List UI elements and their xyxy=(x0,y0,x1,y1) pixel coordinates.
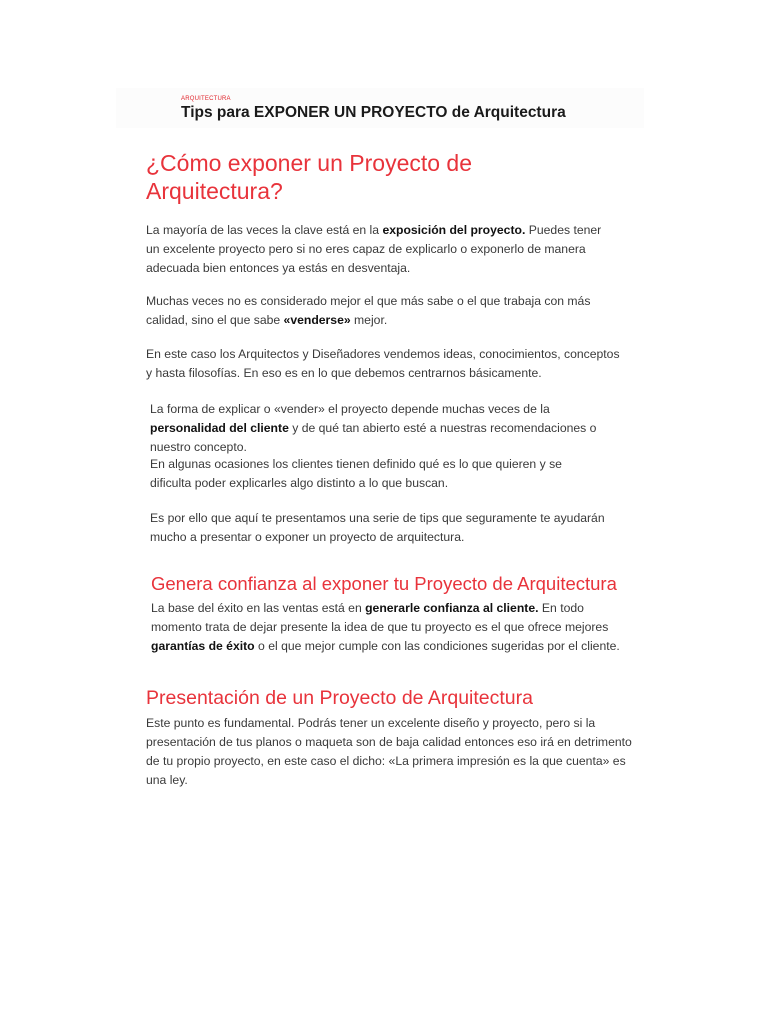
paragraph-2-bold: «venderse» xyxy=(283,313,351,327)
paragraph-5: En algunas ocasiones los clientes tienen definido qué es lo que quieren y se dificulta poder explicarles algo distinto a lo que buscan. xyxy=(150,457,562,490)
paragraph-4-text-end: y de qué tan abierto esté a nuestras recomendaciones o nuestro concepto. xyxy=(150,421,597,454)
section-1-text: La base del éxito en las ventas está en xyxy=(151,601,366,615)
paragraph-3: En este caso los Arquitectos y Diseñadores vendemos ideas, conocimientos, conceptos y hasta filosofías. En eso es en lo que debemos centrarnos básicamente. xyxy=(146,347,620,380)
category-label[interactable]: ARQUITECTURA xyxy=(181,96,231,102)
section-1-bold-2: garantías de éxito xyxy=(151,639,255,653)
section-2-paragraph: Este punto es fundamental. Podrás tener un excelente diseño y proyecto, pero si la presentación de tus planos o maqueta son de baja calidad entonces eso irá en detrimento de tu propio proyecto, en este caso el dicho: «La primera impresión es la que cuenta» es una ley. xyxy=(146,716,632,787)
section-1-text-end: o el que mejor cumple con las condiciones sugeridas por el cliente. xyxy=(254,639,620,653)
banner-title: Tips para EXPONER UN PROYECTO de Arquitectura xyxy=(181,104,566,121)
paragraph-1-bold: exposición del proyecto. xyxy=(382,223,526,237)
section-1-bold: generarle confianza al cliente. xyxy=(365,601,539,615)
paragraph-4-bold: personalidad del cliente xyxy=(150,421,289,435)
article-heading: ¿Cómo exponer un Proyecto de Arquitectura? xyxy=(146,150,473,204)
paragraph-1-text: La mayoría de las veces la clave está en la xyxy=(146,223,383,237)
paragraph-1 xyxy=(146,221,616,278)
paragraph-4-text: La forma de explicar o «vender» el proyecto depende muchas veces de la xyxy=(150,402,550,416)
section-1-heading: Genera confianza al exponer tu Proyecto de Arquitectura xyxy=(151,573,617,594)
section-1-text-mid: En todo momento trata de dejar presente la idea de que tu proyecto es el que ofrece mejores xyxy=(151,601,609,634)
paragraph-2-text: Muchas veces no es considerado mejor el que más sabe o el que trabaja con más calidad, sino el que sabe xyxy=(146,294,591,327)
paragraph-4 xyxy=(150,400,625,457)
section-1-paragraph xyxy=(151,599,621,656)
paragraph-2-text-end: mejor. xyxy=(350,313,388,327)
paragraph-1-text-end: Puedes tener un excelente proyecto pero si no eres capaz de explicarlo o exponerlo de manera adecuada bien entonces ya estás en desventaja. xyxy=(146,223,602,275)
paragraph-6: Es por ello que aquí te presentamos una serie de tips que seguramente te ayudarán mucho a presentar o exponer un proyecto de arquitectura. xyxy=(150,511,605,544)
paragraph-2 xyxy=(146,292,596,330)
section-2-heading: Presentación de un Proyecto de Arquitectura xyxy=(146,687,533,709)
